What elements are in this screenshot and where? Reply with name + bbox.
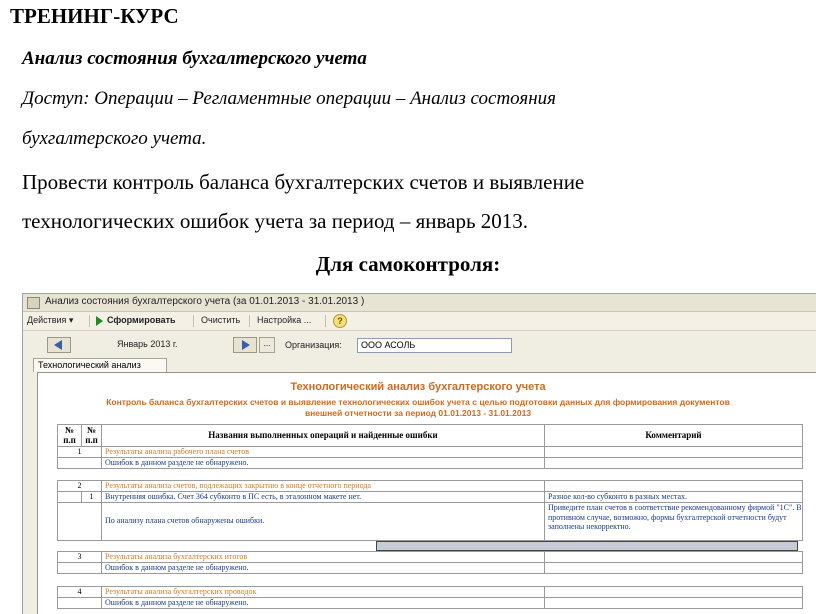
selection-highlight	[376, 541, 798, 551]
section2-plan-no	[57, 502, 102, 541]
arrow-left-icon	[54, 340, 62, 350]
period-select-button[interactable]: ...	[259, 337, 275, 353]
header-no1: № п.п	[57, 424, 82, 447]
section4-message: Ошибок в данном разделе не обнаружено.	[101, 597, 545, 609]
section2-title: Результаты анализа счетов, подлежащих закрытию в конце отчетного периода	[101, 480, 545, 492]
play-icon[interactable]	[96, 316, 103, 326]
header-no2: № п.п	[81, 424, 102, 447]
header-comment: Комментарий	[544, 424, 803, 447]
section3-title: Результаты анализа бухгалтерских итогов	[101, 551, 545, 563]
section1-no: 1	[57, 446, 102, 458]
section2-error: Внутренняя ошибка. Счет 364 субконто в ПС есть, в эталонном макете нет.	[101, 491, 545, 503]
arrow-right-icon	[242, 340, 250, 350]
clear-button[interactable]: Очистить	[201, 315, 241, 325]
section4-title: Результаты анализа бухгалтерских проводок	[101, 586, 545, 598]
section4-msg-comment	[544, 597, 803, 609]
section4-no: 4	[57, 586, 102, 598]
period-prev-button[interactable]	[47, 337, 71, 353]
section3-message: Ошибок в данном разделе не обнаружено.	[101, 562, 545, 574]
report-subtitle-line1: Контроль баланса бухгалтерских счетов и выявление технологических ошибок учета с целью подготовки данных для формирования документов	[106, 397, 730, 407]
toolbar-separator	[89, 315, 90, 327]
task-line1: Провести контроль баланса бухгалтерских счетов и выявление	[22, 170, 585, 194]
toolbar-separator	[193, 315, 194, 327]
section2-sub-no: 1	[81, 491, 102, 503]
task-line2: технологических ошибок учета за период – январь 2013.	[22, 209, 529, 233]
toolbar-separator	[325, 315, 326, 327]
section2-no: 2	[57, 480, 102, 492]
section1-title: Результаты анализа рабочего плана счетов	[101, 446, 545, 458]
organization-label: Организация:	[285, 340, 342, 350]
slide-subtitle: Анализ состояния бухгалтерского учета	[22, 48, 367, 69]
section2-plan-comment: Приведите план счетов в соответствие рекомендованному фирмой "1С". В противном случае, возможно, формы бухгалтерской отчетности будут заполнены некорректно.	[544, 502, 803, 541]
section1-message: Ошибок в данном разделе не обнаружено.	[101, 457, 545, 469]
header-name: Названия выполненных операций и найденные ошибки	[101, 424, 545, 447]
section4-msg-no	[57, 597, 102, 609]
access-path-line1: Доступ: Операции – Регламентные операции – Анализ состояния	[22, 88, 557, 109]
window-title: Анализ состояния бухгалтерского учета (за 01.01.2013 - 31.01.2013 )	[45, 296, 365, 307]
section3-msg-no	[57, 562, 102, 574]
section2-plan-errors: По анализу плана счетов обнаружены ошибки.	[101, 502, 545, 541]
section3-msg-comment	[544, 562, 803, 574]
section2-error-comment: Разное кол-во субконто в разных местах.	[544, 491, 803, 503]
section1-msg-no	[57, 457, 102, 469]
period-next-button[interactable]	[233, 337, 257, 353]
slide-heading: ТРЕНИНГ-КУРС	[10, 4, 179, 28]
window-icon	[27, 297, 40, 309]
toolbar	[23, 312, 816, 331]
actions-menu[interactable]: Действия ▾	[27, 315, 74, 325]
settings-button[interactable]: Настройка ...	[257, 315, 312, 325]
report-subtitle-line2: внешней отчетности за период 01.01.2013 - 31.01.2013	[304, 408, 532, 418]
section3-no: 3	[57, 551, 102, 563]
access-path-line2: бухгалтерского учета.	[22, 128, 207, 149]
selfcheck-heading: Для самоконтроля:	[315, 252, 501, 276]
tab-technological-analysis[interactable]: Технологический анализ	[33, 358, 167, 372]
organization-field[interactable]: ООО АСОЛЬ	[357, 338, 512, 353]
help-icon[interactable]: ?	[333, 314, 347, 328]
period-label: Январь 2013 г.	[117, 339, 178, 349]
report-title: Технологический анализ бухгалтерского учета	[290, 381, 546, 393]
window-titlebar	[23, 294, 816, 312]
toolbar-separator	[249, 315, 250, 327]
section1-msg-comment	[544, 457, 803, 469]
generate-button[interactable]: Сформировать	[107, 315, 176, 325]
